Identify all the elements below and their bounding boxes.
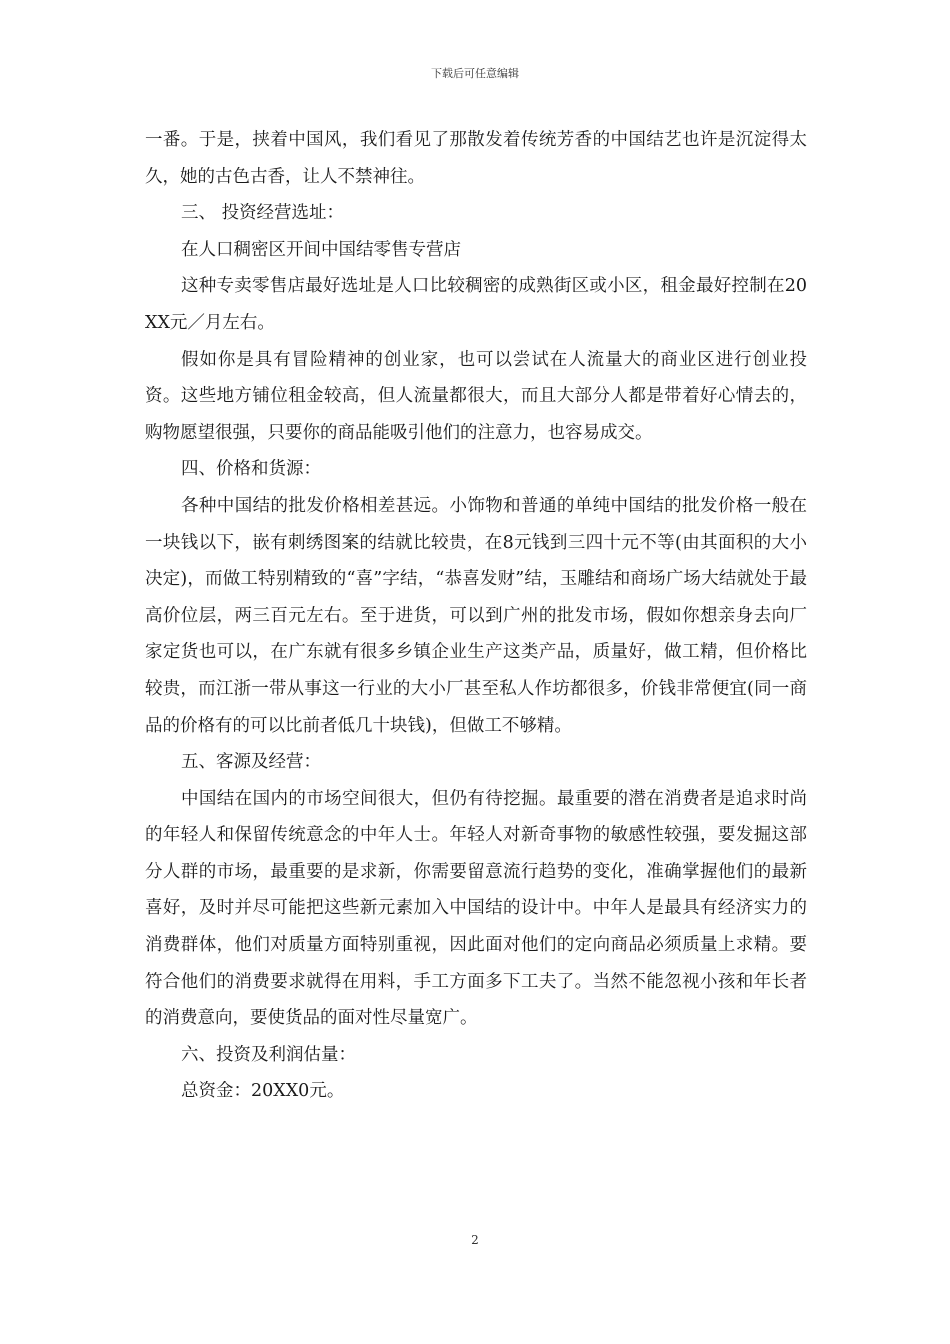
section-heading-investment: 六、投资及利润估量： <box>181 1044 356 1065</box>
paragraph-9: 中国结在国内的市场空间很大，但仍有待挖掘。最重要的潜在消费者是追求时尚的年轻人和保留传统意念的中年人士。年轻人对新奇事物的敏感性较强，要发掘这部分人群的市场，最重要的是求新，你需要留意流行趋势的变化，准确掌握他们的最新喜好，及时并尽可能把这些新元素加入中国结的设计中。中年人是最具有经济实力的消费群体，他们对质量方面特别重视，因此面对他们的定向商品必须质量上求精。要符合他们的消费要求就得在用料，手工方面多下工夫了。当然不能忽视小孩和年长者的消费意向，要使货品的面对性尽量宽广。 <box>145 788 807 1029</box>
document-body <box>145 122 807 1110</box>
section-heading-location: 三、 投资经营选址： <box>181 203 345 224</box>
paragraph-7: 各种中国结的批发价格相差甚远。小饰物和普通的单纯中国结的批发价格一般在一块钱以下，嵌有刺绣图案的结就比较贵，在8元钱到三四十元不等(由其面积的大小决定)，而做工特别精致的“喜”字结，“恭喜发财”结，玉雕结和商场广场大结就处于最高价位层，两三百元左右。至于进货，可以到广州的批发市场，假如你想亲身去向厂家定货也可以，在广东就有很多乡镇企业生产这类产品，质量好，做工精，但价格比较贵，而江浙一带从事这一行业的大小厂甚至私人作坊都很多，价钱非常便宜(同一商品的价格有的可以比前者低几十块钱)，但做工不够精。 <box>145 495 807 736</box>
paragraph-3: 在人口稠密区开间中国结零售专营店 <box>181 239 461 260</box>
paragraph-4: 这种专卖零售店最好选址是人口比较稠密的成熟街区或小区，租金最好控制在20XX元／月左右。 <box>145 276 807 333</box>
paragraph-1: 一番。于是，挟着中国风，我们看见了那散发着传统芳香的中国结艺也许是沉淀得太久，她的古色古香，让人不禁神往。 <box>145 130 807 187</box>
paragraph-5: 假如你是具有冒险精神的创业家，也可以尝试在人流量大的商业区进行创业投资。这些地方铺位租金较高，但人流量都很大，而且大部分人都是带着好心情去的，购物愿望很强，只要你的商品能吸引他们的注意力，也容易成交。 <box>145 349 807 443</box>
section-heading-price: 四、价格和货源： <box>181 459 321 480</box>
page-header: 下载后可任意编辑 <box>431 67 519 80</box>
section-heading-customers: 五、客源及经营： <box>181 752 321 773</box>
paragraph-11: 总资金：20XX0元。 <box>181 1081 345 1102</box>
page-number: 2 <box>471 1233 479 1247</box>
